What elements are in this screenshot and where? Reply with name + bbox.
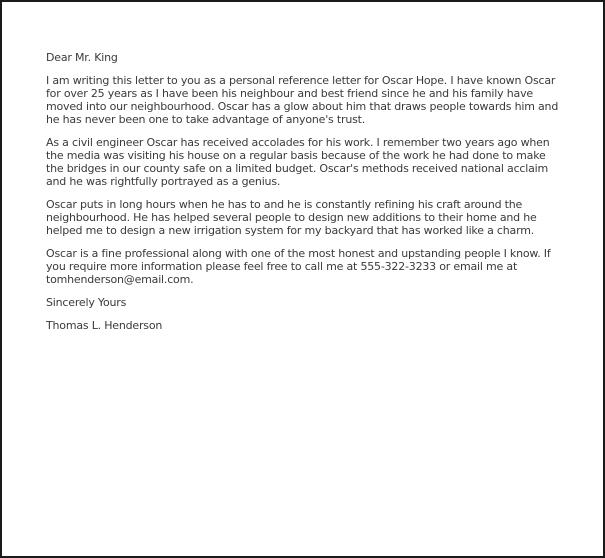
paragraph-work-ethic: Oscar puts in long hours when he has to and he is constantly refining his craft around the neighbourhood. He has helped several people to design new additions to their home and he helped me to design a new irrigation system for my backyard that has worked like a charm. [46,198,537,237]
closing: Sincerely Yours [46,296,127,309]
paragraph-contact: Oscar is a fine professional along with one of the most honest and upstanding people I know. If you require more information please feel free to call me at 555-322-3233 or email me at tomhenderson@email.com. [46,247,551,286]
paragraph-intro: I am writing this letter to you as a personal reference letter for Oscar Hope. I have known Oscar for over 25 years as I have been his neighbour and best friend since he and his family have moved into our neighbourhood. Oscar has a glow about him that draws people towards him and he has never been one to take advantage of anyone's trust. [46,74,559,126]
signature: Thomas L. Henderson [46,319,163,332]
salutation: Dear Mr. King [46,51,118,64]
letter-body [46,51,566,342]
paragraph-engineer: As a civil engineer Oscar has received accolades for his work. I remember two years ago when the media was visiting his house on a regular basis because of the work he had done to make the bridges in our county safe on a limited budget. Oscar's methods received national acclaim and he was rightfully portrayed as a genius. [46,136,550,188]
